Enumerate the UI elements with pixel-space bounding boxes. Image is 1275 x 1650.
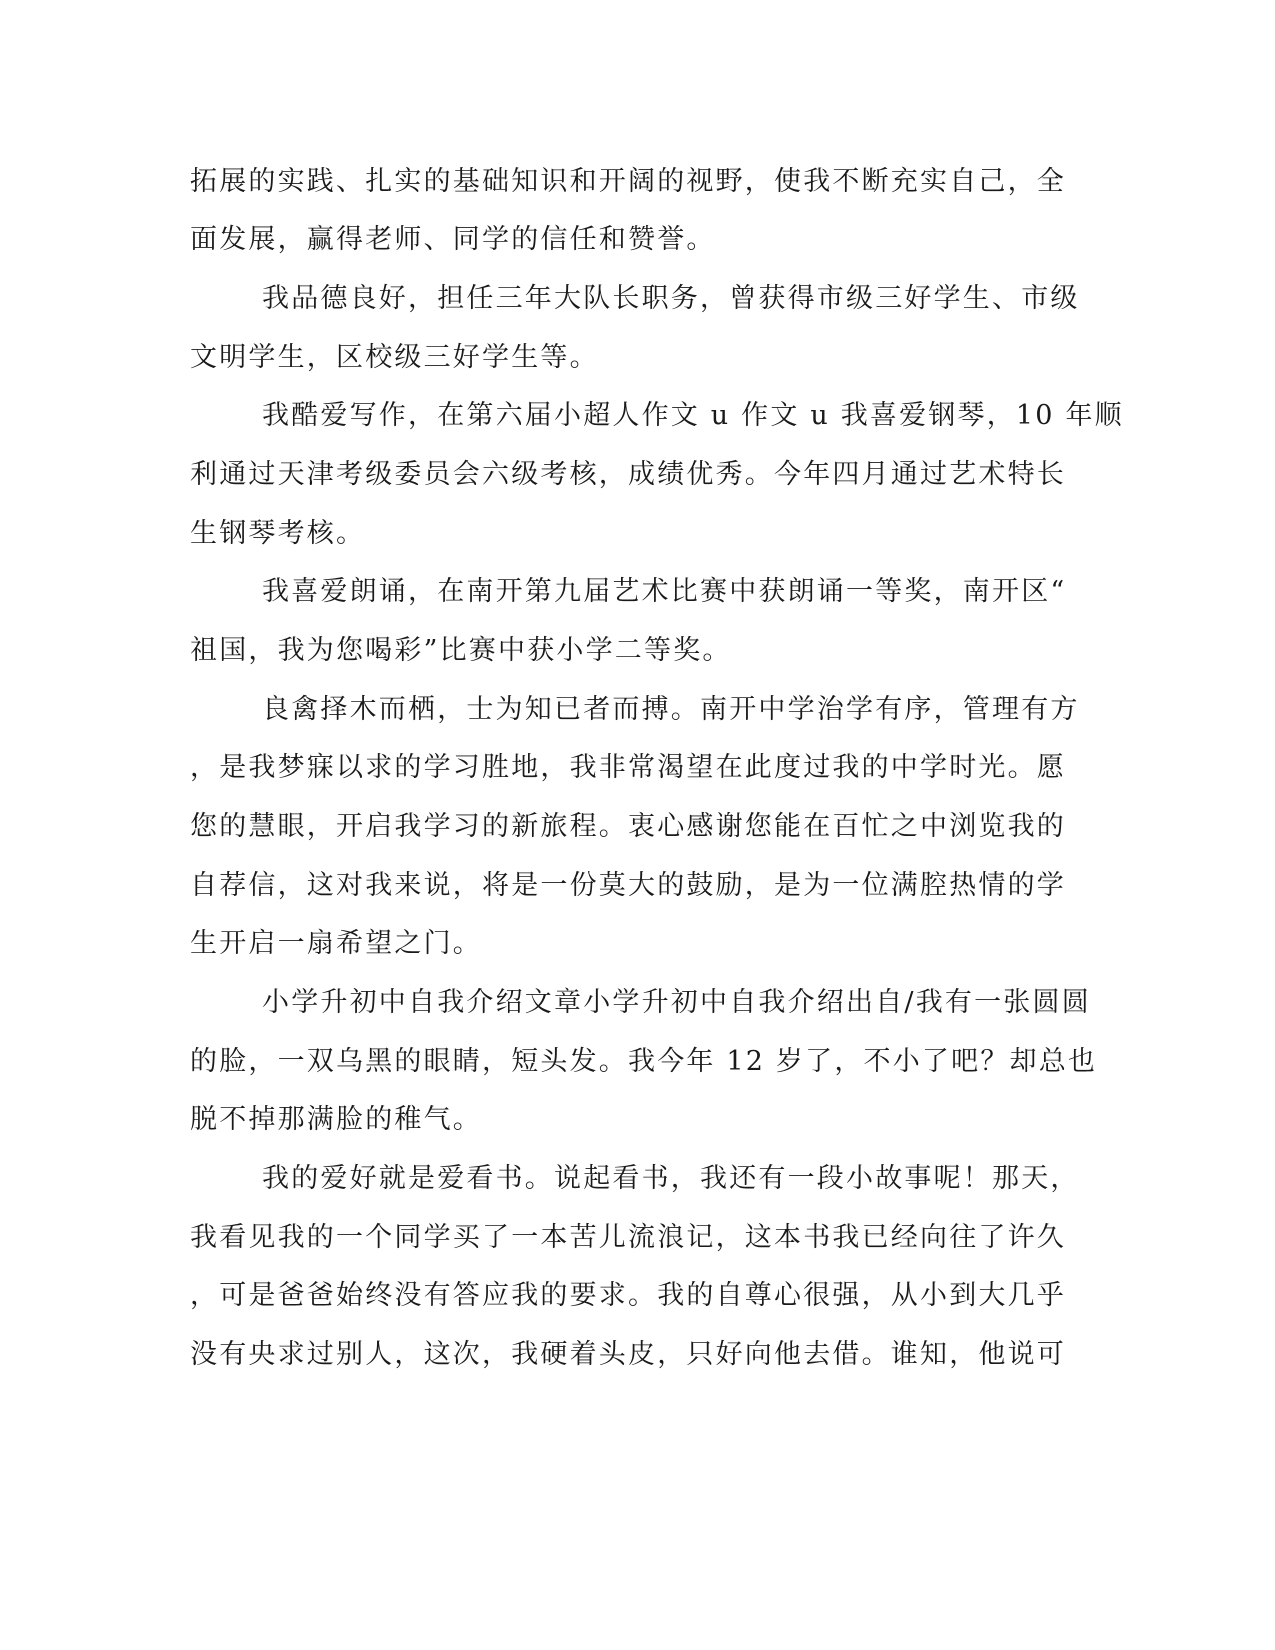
text-line: 的脸，一双乌黑的眼睛，短头发。我今年 12 岁了，不小了吧？却总也 [190, 1046, 1098, 1077]
text-line: 生开启一扇希望之门。 [190, 928, 482, 959]
text-line: 拓展的实践、扎实的基础知识和开阔的视野，使我不断充实自己，全 [190, 166, 1066, 197]
text-line: 自荐信，这对我来说，将是一份莫大的鼓励，是为一位满腔热情的学 [190, 870, 1066, 901]
text-line: 面发展，赢得老师、同学的信任和赞誉。 [190, 224, 716, 255]
text-line: 我喜爱朗诵，在南开第九届艺术比赛中获朗诵一等奖，南开区“ [262, 576, 1067, 607]
text-line: 文明学生，区校级三好学生等。 [190, 342, 599, 373]
text-line: 脱不掉那满脸的稚气。 [190, 1104, 482, 1135]
text-line: 小学升初中自我介绍文章小学升初中自我介绍出自/我有一张圆圆 [262, 987, 1091, 1018]
text-line: 生钢琴考核。 [190, 518, 366, 549]
text-line: 祖国，我为您喝彩”比赛中获小学二等奖。 [190, 635, 732, 666]
text-line: 我的爱好就是爱看书。说起看书，我还有一段小故事呢！那天， [262, 1163, 1080, 1194]
text-line: 良禽择木而栖，士为知已者而搏。南开中学治学有序，管理有方 [262, 694, 1080, 725]
text-line: ，是我梦寐以求的学习胜地，我非常渴望在此度过我的中学时光。愿 [190, 752, 1066, 783]
text-line: 我酷爱写作，在第六届小超人作文 u 作文 u 我喜爱钢琴，10 年顺 [262, 400, 1124, 431]
text-line: 我看见我的一个同学买了一本苦儿流浪记，这本书我已经向往了许久 [190, 1222, 1066, 1253]
text-line: 我品德良好，担任三年大队长职务，曾获得市级三好学生、市级 [262, 283, 1080, 314]
text-line: 没有央求过别人，这次，我硬着头皮，只好向他去借。谁知，他说可 [190, 1339, 1066, 1370]
text-line: 您的慧眼，开启我学习的新旅程。衷心感谢您能在百忙之中浏览我的 [190, 811, 1066, 842]
text-line: 利通过天津考级委员会六级考核，成绩优秀。今年四月通过艺术特长 [190, 459, 1066, 490]
text-line: ，可是爸爸始终没有答应我的要求。我的自尊心很强，从小到大几乎 [190, 1280, 1066, 1311]
